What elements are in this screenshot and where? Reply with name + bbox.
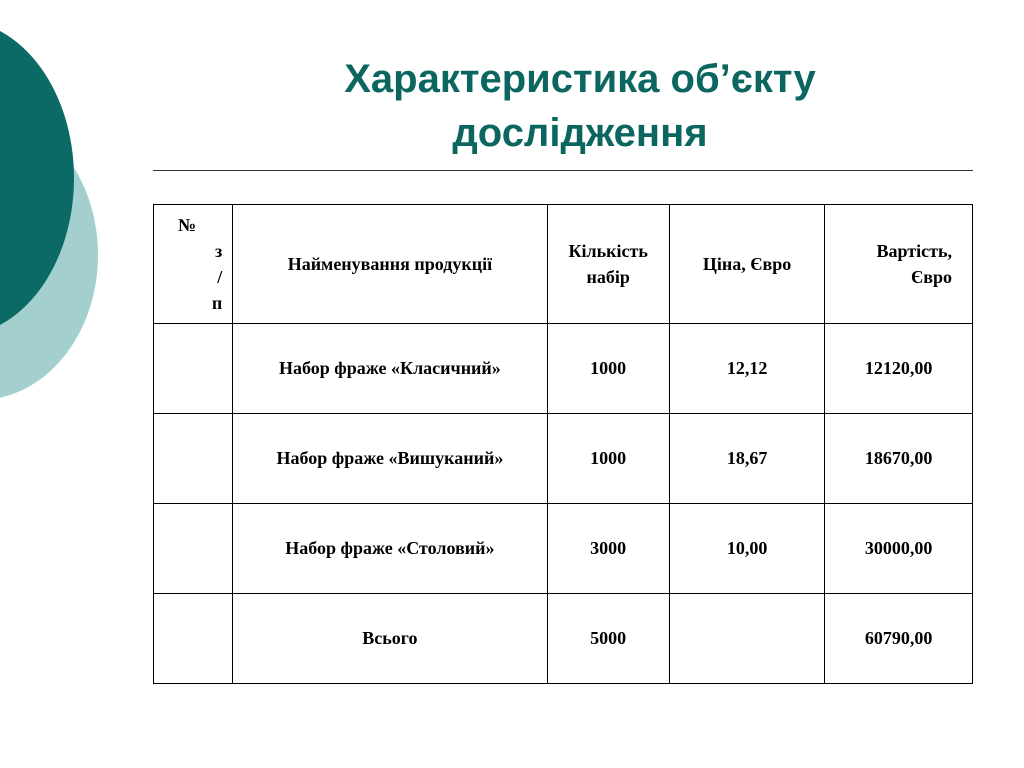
total-price-cell bbox=[669, 594, 825, 684]
header-quantity-line-1: Кількість bbox=[568, 241, 648, 261]
header-cost-line-2: Євро bbox=[911, 267, 952, 287]
table-total-row bbox=[154, 594, 973, 684]
product-name-cell: Набор фраже «Класичний» bbox=[233, 324, 547, 414]
header-product-name: Найменування продукції bbox=[233, 205, 547, 324]
product-name-cell: Набор фраже «Столовий» bbox=[233, 504, 547, 594]
price-cell: 12,12 bbox=[669, 324, 825, 414]
table-header-row bbox=[154, 205, 973, 324]
header-number-line-3: / bbox=[217, 267, 223, 287]
table-row bbox=[154, 504, 973, 594]
quantity-cell: 1000 bbox=[547, 414, 669, 504]
cost-cell: 18670,00 bbox=[825, 414, 973, 504]
quantity-cell: 3000 bbox=[547, 504, 669, 594]
product-table bbox=[153, 204, 973, 684]
row-number-cell bbox=[154, 414, 233, 504]
product-name-cell: Набор фраже «Вишуканий» bbox=[233, 414, 547, 504]
header-quantity-line-2: набір bbox=[586, 267, 630, 287]
cost-cell: 30000,00 bbox=[825, 504, 973, 594]
total-cost-cell: 60790,00 bbox=[825, 594, 973, 684]
header-number-line-2: з bbox=[215, 241, 223, 261]
cost-cell: 12120,00 bbox=[825, 324, 973, 414]
row-number-cell bbox=[154, 594, 233, 684]
header-number-line-4: п bbox=[211, 293, 223, 313]
total-label-cell: Всього bbox=[233, 594, 547, 684]
header-cost-line-1: Вартість, bbox=[876, 241, 952, 261]
header-cost bbox=[825, 205, 973, 324]
table-row bbox=[154, 324, 973, 414]
price-cell: 10,00 bbox=[669, 504, 825, 594]
title-line-1: Характеристика об’єкту bbox=[344, 57, 816, 101]
slide-title bbox=[200, 52, 960, 160]
header-price: Ціна, Євро bbox=[669, 205, 825, 324]
quantity-cell: 1000 bbox=[547, 324, 669, 414]
header-number bbox=[154, 205, 233, 324]
title-line-2: дослідження bbox=[452, 111, 708, 155]
total-quantity-cell: 5000 bbox=[547, 594, 669, 684]
title-divider bbox=[153, 170, 973, 171]
table-row bbox=[154, 414, 973, 504]
price-cell: 18,67 bbox=[669, 414, 825, 504]
header-quantity bbox=[547, 205, 669, 324]
header-number-line-1: № bbox=[178, 215, 197, 235]
row-number-cell bbox=[154, 324, 233, 414]
row-number-cell bbox=[154, 504, 233, 594]
